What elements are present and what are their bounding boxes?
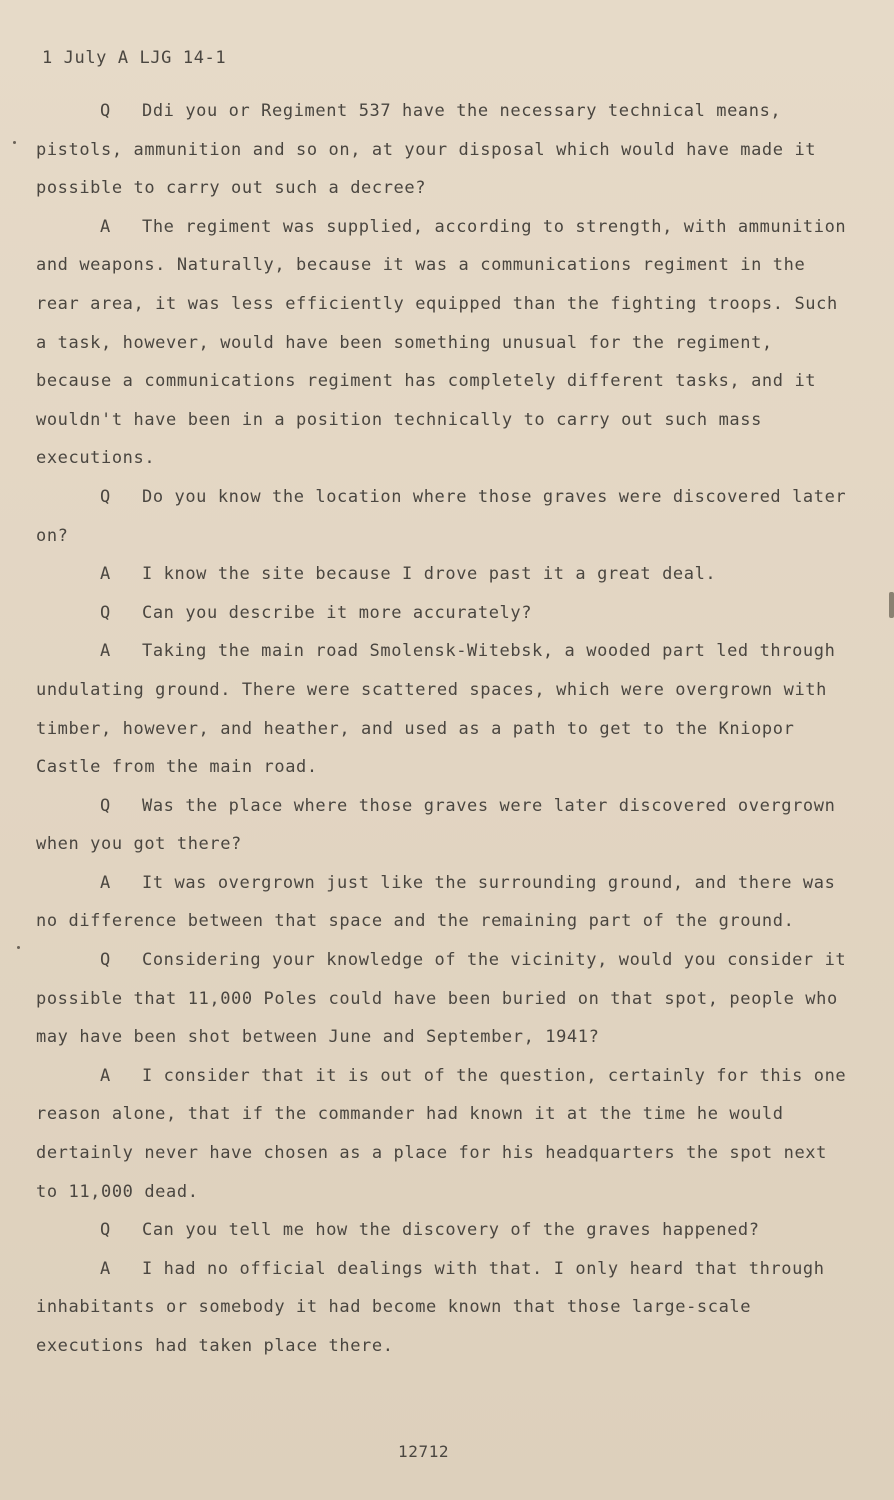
transcript-paragraph: [36, 478, 856, 555]
paragraph-text: The regiment was supplied, according to strength, with ammunition and weapons. Naturally, because it was a communications regiment in the rear area, it was less efficiently equipped than the fighting troops. Such a task, however, would have been something unusual for the regiment, because a communications regiment has completely different tasks, and it wouldn't have been in a position technically to carry out such mass executions.: [36, 216, 847, 469]
paragraph-text: I had no official dealings with that. I only heard that through inhabitants or somebody it had become known that those large-scale executions had taken place there.: [36, 1258, 825, 1356]
speaker-label: A: [100, 641, 111, 662]
transcript-paragraph: [36, 1211, 856, 1250]
margin-mark: [17, 946, 20, 949]
speaker-label: Q: [100, 1220, 111, 1241]
document-header: 1 July A LJG 14-1: [42, 48, 227, 68]
paragraph-text: I know the site because I drove past it a great deal.: [142, 564, 717, 585]
transcript-paragraph: [36, 208, 856, 478]
paragraph-text: Ddi you or Regiment 537 have the necessary technical means, pistols, ammunition and so on, at your disposal which would have made it possible to carry out such a decree?: [36, 101, 817, 199]
edge-mark: [889, 592, 894, 618]
transcript-body: [36, 92, 856, 1366]
transcript-paragraph: [36, 1250, 856, 1366]
paragraph-text: Do you know the location where those graves were discovered later on?: [36, 486, 847, 546]
speaker-label: A: [100, 564, 111, 585]
paragraph-text: Can you describe it more accurately?: [142, 602, 533, 623]
page-number: 12712: [398, 1442, 450, 1461]
transcript-paragraph: [36, 632, 856, 786]
speaker-label: A: [100, 872, 111, 893]
transcript-paragraph: [36, 594, 856, 633]
speaker-label: Q: [100, 795, 111, 816]
speaker-label: Q: [100, 950, 111, 971]
speaker-label: A: [100, 216, 111, 237]
paragraph-text: Considering your knowledge of the vicinity, would you consider it possible that 11,000 Poles could have been buried on that spot, people who may have been shot between June and September, 1941?: [36, 950, 847, 1048]
transcript-paragraph: [36, 555, 856, 594]
paragraph-text: It was overgrown just like the surrounding ground, and there was no difference between that space and the remaining part of the ground.: [36, 872, 836, 932]
transcript-paragraph: [36, 92, 856, 208]
paragraph-text: Can you tell me how the discovery of the graves happened?: [142, 1220, 760, 1241]
transcript-paragraph: [36, 864, 856, 941]
transcript-paragraph: [36, 787, 856, 864]
transcript-paragraph: [36, 941, 856, 1057]
margin-mark: [13, 141, 16, 144]
speaker-label: Q: [100, 101, 111, 121]
paragraph-text: Taking the main road Smolensk-Witebsk, a wooded part led through undulating ground. There were scattered spaces, which were overgrown with timber, however, and heather, and used as a path to get to the Kniopor Castle from the main road.: [36, 641, 836, 778]
speaker-label: Q: [100, 602, 111, 623]
speaker-label: Q: [100, 486, 111, 507]
paragraph-text: I consider that it is out of the question, certainly for this one reason alone, that if the commander had known it at the time he would dertainly never have chosen as a place for his headquarters the spot next to 11,000 dead.: [36, 1065, 847, 1202]
speaker-label: A: [100, 1258, 111, 1279]
transcript-paragraph: [36, 1057, 856, 1211]
paragraph-text: Was the place where those graves were later discovered overgrown when you got there?: [36, 795, 836, 855]
speaker-label: A: [100, 1065, 111, 1086]
